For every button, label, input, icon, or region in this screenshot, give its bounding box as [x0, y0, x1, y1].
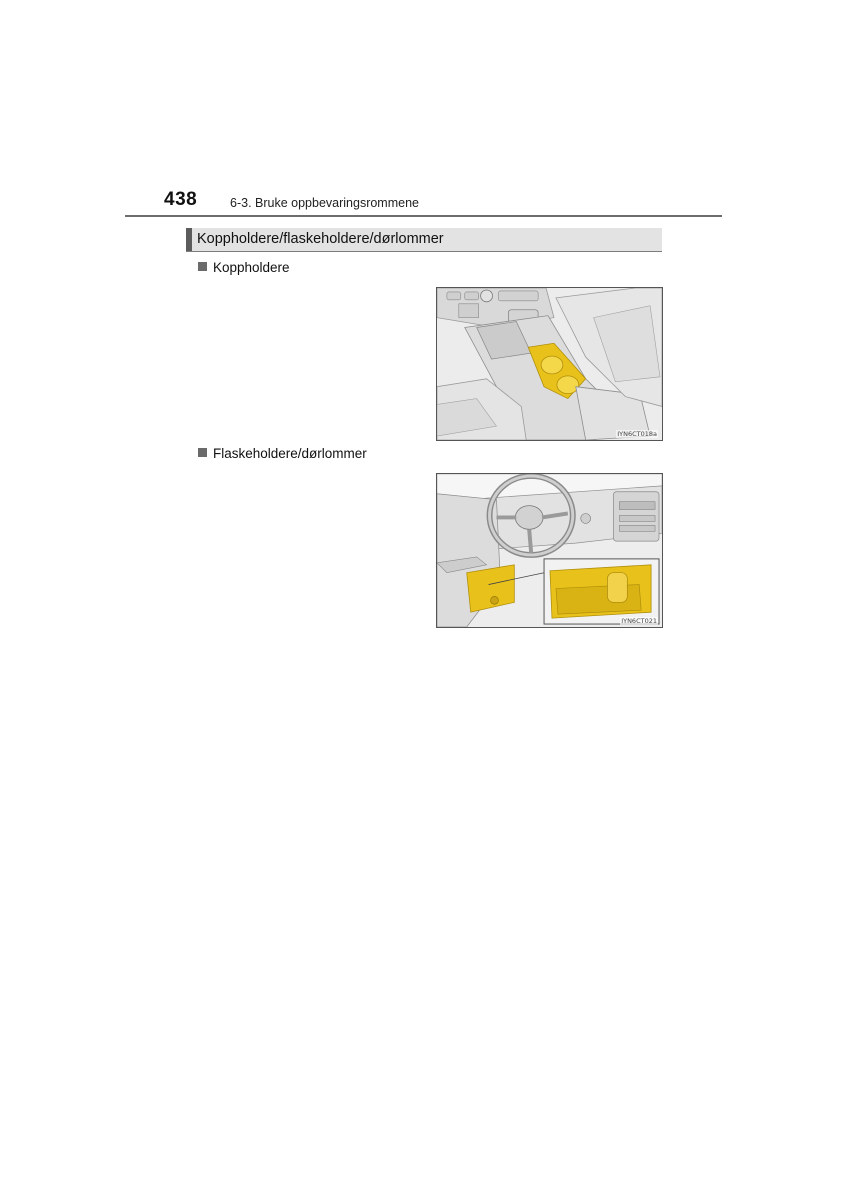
section-header — [186, 228, 662, 252]
chapter-title: 6-3. Bruke oppbevaringsrommene — [230, 196, 419, 210]
square-bullet-icon — [198, 262, 207, 271]
subheading-label: Flaskeholdere/dørlommer — [213, 446, 367, 461]
page-number: 438 — [164, 189, 198, 210]
bottle-holder-illustration — [436, 473, 663, 628]
subheading-cup-holders — [198, 260, 290, 275]
header-rule — [125, 215, 722, 217]
square-bullet-icon — [198, 448, 207, 457]
section-title: Koppholdere/flaskeholdere/dørlommer — [197, 231, 444, 247]
figure-code: IYN6CT021 — [621, 617, 657, 625]
figure-code: IYN6CT018a — [617, 430, 657, 438]
cup-holder-illustration — [436, 287, 663, 441]
subheading-label: Koppholdere — [213, 260, 290, 275]
subheading-bottle-holders — [198, 446, 367, 461]
section-underline — [186, 251, 662, 252]
